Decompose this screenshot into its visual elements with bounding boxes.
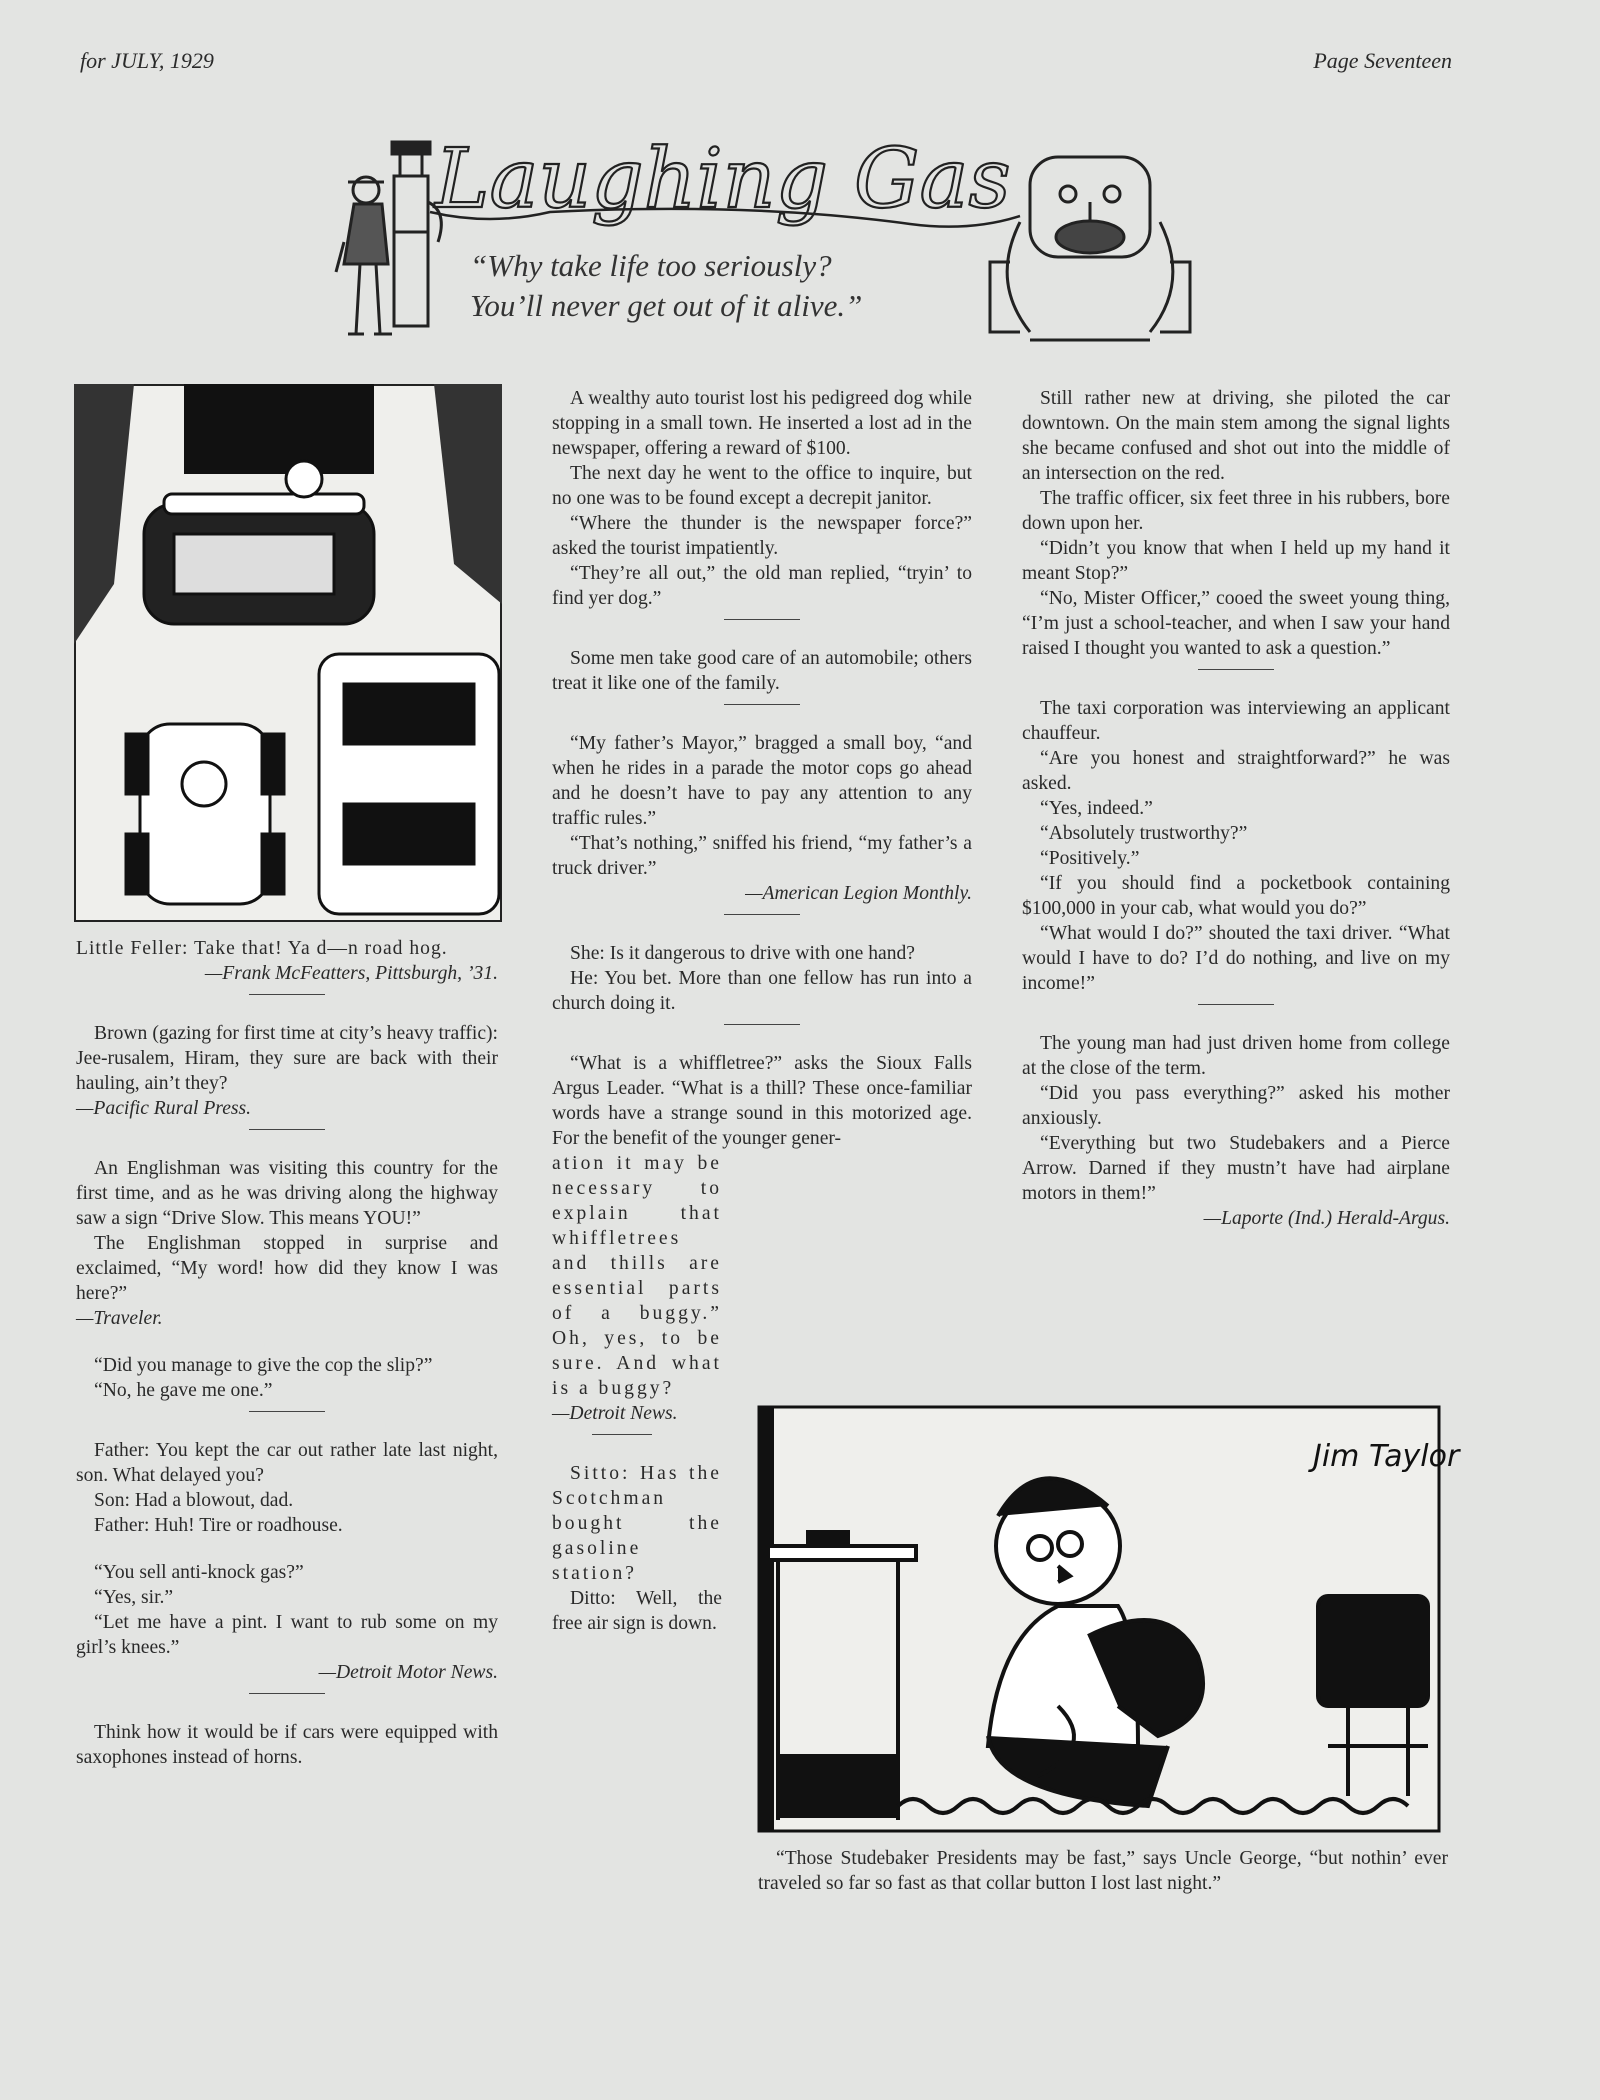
- joke-brown: Brown (gazing for first time at city’s heavy traffic): Jee-rusalem, Hiram, they sure are back with their hauling, ain’t they?: [76, 1023, 498, 1094]
- joke-source: —Detroit News.: [552, 1403, 678, 1424]
- road-hog-cartoon: [74, 384, 502, 922]
- joke-source: —Detroit Motor News.: [318, 1662, 498, 1683]
- divider: [1198, 669, 1274, 670]
- joke-scotchman: Sitto: Has the Scotchman bought the gasoline station?: [552, 1463, 722, 1584]
- joke-taxi: The taxi corporation was interviewing an applicant chauffeur.: [1022, 698, 1450, 744]
- divider: [724, 1024, 800, 1025]
- divider: [724, 914, 800, 915]
- issue-date: for JULY, 1929: [80, 48, 214, 73]
- joke-one-hand: She: Is it dangerous to drive with one hand?: [570, 943, 915, 964]
- divider: [249, 1693, 325, 1694]
- joke-englishman: An Englishman was visiting this country for the first time, and as he was driving along the highway saw a sign “Drive Slow. This means YOU!”: [76, 1158, 498, 1229]
- car-face-icon: [990, 157, 1190, 340]
- joke-source: —American Legion Monthly.: [745, 883, 972, 904]
- joke-saxophones: Think how it would be if cars were equipped with saxophones instead of horns.: [76, 1722, 498, 1768]
- divider: [1198, 1004, 1274, 1005]
- divider: [724, 704, 800, 705]
- joke-college: The young man had just driven home from college at the close of the term.: [1022, 1033, 1450, 1079]
- gas-pump-icon: [392, 142, 441, 326]
- joke-source: —Traveler.: [76, 1308, 163, 1329]
- divider: [724, 619, 800, 620]
- cartoon-credit: —Frank McFeatters, Pittsburgh, ’31.: [204, 963, 498, 984]
- divider: [249, 1411, 325, 1412]
- divider: [249, 1129, 325, 1130]
- joke-whiffletree: “What is a whiffletree?” asks the Sioux Falls Argus Leader. “What is a thill? These once-familiar words have a strange sound in this motorized age. For the benefit of the younger gener-: [552, 1053, 972, 1149]
- joke-source: —Pacific Rural Press.: [76, 1098, 252, 1119]
- cartoon-caption: Little Feller: Take that! Ya d—n road hog.: [76, 938, 448, 959]
- attendant-icon: [336, 177, 392, 334]
- cartoonist-signature: Jim Taylor: [1313, 1439, 1460, 1474]
- divider: [592, 1434, 652, 1435]
- joke-cop: “Did you manage to give the cop the slip?”: [94, 1355, 433, 1376]
- joke-mayor: “My father’s Mayor,” bragged a small boy, “and when he rides in a parade the motor cops go ahead and he doesn’t have to pay any attention to any traffic rules.”: [552, 733, 972, 829]
- column-2: A wealthy auto tourist lost his pedigreed dog while stopping in a small town. He inserted a lost ad in the newspaper, offering a reward of $100. The next day he went to the office to inquire, but no one was to be found except a decrepit janitor. “Where the thunder is the newspaper force?” asked the tourist impatiently. “They’re all out,” the old man replied, “tryin’ to find yer dog.” Some men take good care of an automobile; others treat it like one of the family. “My father’s Mayor,” bragged a small boy, “and when he rides in a parade the motor cops go ahead and he doesn’t have to pay any attention to any traffic rules.” “That’s nothing,” sniffed his friend, “my father’s a truck driver.” —American Legion Monthly. She: Is it dangerous to drive with one hand? He: You bet. More than one fellow has run into a church doing it. “What is a whiffletree?” asks the Sioux Falls Argus Leader. “What is a thill? These once-familiar words have a strange sound in this motorized age. For the benefit of the younger gener- ation it may be necessary to explain that whiffletrees and thills are essential parts of a buggy.” Oh, yes, to be sure. And what is a buggy? —Detroit News. Sitto: Has the Scotchman bought the gasoline station? Ditto: Well, the free air sign is down.: [552, 388, 972, 1634]
- page-number: Page Seventeen: [1313, 48, 1452, 73]
- joke-source: —Laporte (Ind.) Herald-Argus.: [1203, 1208, 1450, 1229]
- joke-father: Father: You kept the car out rather late last night, son. What delayed you?: [76, 1440, 498, 1486]
- divider: [249, 994, 325, 995]
- big-car-front-icon: [319, 654, 499, 914]
- column-1: Little Feller: Take that! Ya d—n road hog. —Frank McFeatters, Pittsburgh, ’31. Brown (gazing for first time at city’s heavy traffic): Jee-rusalem, Hiram, they sure are back with their hauling, ain’t they? —Pacific Rural Press. An Englishman was visiting this country for the first time, and as he was driving along the highway saw a sign “Drive Slow. This means YOU!” The Englishman stopped in surprise and exclaimed, “My word! how did they know I was here?” —Traveler. “Did you manage to give the cop the slip?” “No, he gave me one.” Father: You kept the car out rather late last night, son. What delayed you? Son: Had a blowout, dad. Father: Huh! Tire or roadhouse. “You sell anti-knock gas?” “Yes, sir.” “Let me have a pint. I want to rub some on my girl’s knees.” —Detroit Motor News. Think how it would be if cars were equipped with saxophones instead of horns.: [76, 938, 498, 1768]
- joke-lost-dog: A wealthy auto tourist lost his pedigreed dog while stopping in a small town. He inserted a lost ad in the newspaper, offering a reward of $100.: [552, 388, 972, 459]
- joke-care: Some men take good care of an automobile; others treat it like one of the family.: [552, 648, 972, 694]
- collar-button-cartoon: [758, 1406, 1460, 1832]
- masthead-motto: “Why take life too seriously? You’ll never get out of it alive.”: [470, 248, 863, 323]
- cartoon-caption: “Those Studebaker Presidents may be fast,” says Uncle George, “but nothin’ ever traveled so far so fast as that collar button I lost last night.”: [758, 1848, 1448, 1894]
- joke-school-teacher: Still rather new at driving, she piloted the car downtown. On the main stem among the signal lights she became confused and shot out into the middle of an intersection on the red.: [1022, 388, 1450, 484]
- joke-gas: “You sell anti-knock gas?”: [94, 1562, 304, 1583]
- masthead-title: Laughing Gas: [435, 132, 1011, 227]
- small-car-icon: [126, 724, 284, 904]
- column-3: Still rather new at driving, she piloted the car downtown. On the main stem among the signal lights she became confused and shot out into the middle of an intersection on the red. The traffic officer, six feet three in his rubbers, bore down upon her. “Didn’t you know that when I held up my hand it meant Stop?” “No, Mister Officer,” cooed the sweet young thing, “I’m just a school-teacher, and when I saw your hand raised I thought you wanted to ask a question.” The taxi corporation was interviewing an applicant chauffeur. “Are you honest and straightforward?” he was asked. “Yes, indeed.” “Absolutely trustworthy?” “Positively.” “If you should find a pocketbook containing $100,000 in your cab, what would you do?” “What would I do?” shouted the taxi driver. “What would I have to do? I’d do nothing, and live on my income!” The young man had just driven home from college at the close of the term. “Did you pass everything?” asked his mother anxiously. “Everything but two Studebakers and a Pierce Arrow. Darned if they mustn’t have had airplane motors in them!” —Laporte (Ind.) Herald-Argus.: [1022, 388, 1450, 1229]
